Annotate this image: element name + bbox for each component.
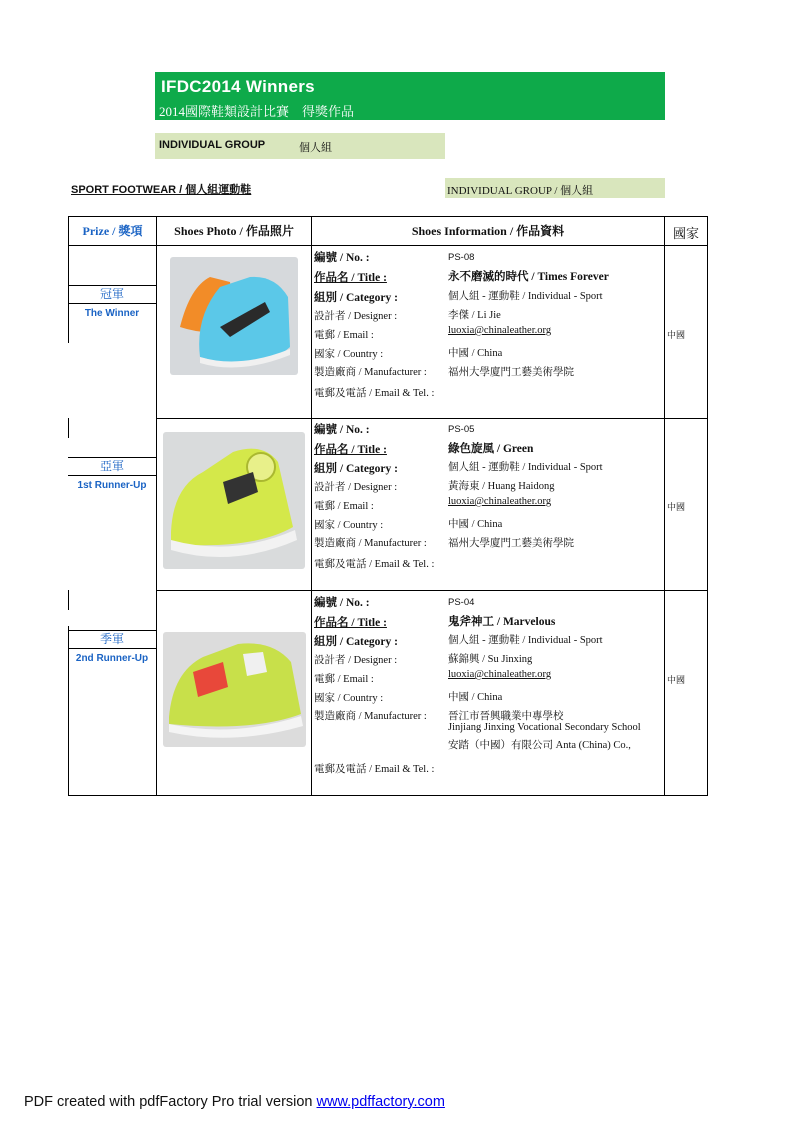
label-designer: 設計者 / Designer : xyxy=(314,655,398,666)
label-title: 作品名 / Title : xyxy=(314,617,387,629)
label-email: 電郵 / Email : xyxy=(314,674,374,685)
label-designer: 設計者 / Designer : xyxy=(314,482,398,493)
shoe-photo xyxy=(163,432,305,569)
footer-text: PDF created with pdfFactory Pro trial version xyxy=(24,1094,317,1110)
prize-en: The Winner xyxy=(84,308,140,319)
entry-title: 綠色旋風 / Green xyxy=(448,443,534,455)
entry-manufacturer: 晉江市晉興職業中專學校 xyxy=(448,711,564,722)
label-category: 組別 / Category : xyxy=(314,636,398,648)
label-category: 組別 / Category : xyxy=(314,292,398,304)
title-banner xyxy=(155,72,665,120)
entry-manufacturer: 福州大學廈門工藝美術學院 xyxy=(448,367,574,378)
label-title: 作品名 / Title : xyxy=(314,444,387,456)
label-email-tel: 電郵及電話 / Email & Tel. : xyxy=(314,764,435,775)
entry-email[interactable]: luoxia@chinaleather.org xyxy=(448,496,552,507)
header-info: Shoes Information / 作品資料 xyxy=(411,224,565,238)
group-label-en: INDIVIDUAL GROUP xyxy=(159,139,266,151)
section-group-label: INDIVIDUAL GROUP / 個人組 xyxy=(447,185,594,197)
entry-designer: 蘇錦興 / Su Jinxing xyxy=(448,654,533,665)
entry-manufacturer-en: Jinjiang Jinxing Vocational Secondary School xyxy=(448,722,641,733)
prize-cn: 亞軍 xyxy=(68,457,156,476)
prize-cn: 冠軍 xyxy=(68,285,156,304)
entry-country: 中國 / China xyxy=(448,519,503,530)
entry-no: PS-04 xyxy=(448,597,475,608)
label-no: 編號 / No. : xyxy=(314,597,370,609)
label-email-tel: 電郵及電話 / Email & Tel. : xyxy=(314,388,435,399)
label-country: 國家 / Country : xyxy=(314,349,384,360)
label-no: 編號 / No. : xyxy=(314,252,370,264)
label-email-tel: 電郵及電話 / Email & Tel. : xyxy=(314,559,435,570)
label-country: 國家 / Country : xyxy=(314,520,384,531)
country-cell: 中國 xyxy=(667,502,686,512)
entry-category: 個人組 - 運動鞋 / Individual - Sport xyxy=(448,635,603,646)
section-group-box xyxy=(445,178,665,198)
footer-link[interactable]: www.pdffactory.com xyxy=(316,1094,445,1110)
group-label-cn: 個人組 xyxy=(299,142,332,154)
header-country: 國家 xyxy=(672,226,699,241)
entry-country: 中國 / China xyxy=(448,692,503,703)
label-category: 組別 / Category : xyxy=(314,463,398,475)
shoe-photo xyxy=(163,632,306,747)
entry-no: PS-05 xyxy=(448,424,475,435)
shoe-photo xyxy=(170,257,298,375)
entry-title: 永不磨滅的時代 / Times Forever xyxy=(448,271,609,283)
label-no: 編號 / No. : xyxy=(314,424,370,436)
label-email: 電郵 / Email : xyxy=(314,330,374,341)
pdf-footer xyxy=(24,1094,445,1110)
label-manufacturer: 製造廠商 / Manufacturer : xyxy=(314,538,427,549)
entry-email[interactable]: luoxia@chinaleather.org xyxy=(448,325,552,336)
header-prize: Prize / 獎項 xyxy=(82,224,143,238)
label-title: 作品名 / Title : xyxy=(314,272,387,284)
banner-subtitle: 2014國際鞋類設計比賽 得獎作品 xyxy=(159,104,355,119)
label-designer: 設計者 / Designer : xyxy=(314,311,398,322)
entry-no: PS-08 xyxy=(448,252,475,263)
entry-country: 中國 / China xyxy=(448,348,503,359)
banner-title: IFDC2014 Winners xyxy=(161,77,315,96)
entry-manufacturer-company: 安踏（中國）有限公司 Anta (China) Co., xyxy=(448,740,631,751)
entry-email[interactable]: luoxia@chinaleather.org xyxy=(448,669,552,680)
prize-en: 2nd Runner-Up xyxy=(75,653,149,664)
label-manufacturer: 製造廠商 / Manufacturer : xyxy=(314,367,427,378)
entry-category: 個人組 - 運動鞋 / Individual - Sport xyxy=(448,291,603,302)
label-country: 國家 / Country : xyxy=(314,693,384,704)
country-cell: 中國 xyxy=(667,675,686,685)
header-photo: Shoes Photo / 作品照片 xyxy=(174,224,294,238)
label-manufacturer: 製造廠商 / Manufacturer : xyxy=(314,711,427,722)
entry-title: 鬼斧神工 / Marvelous xyxy=(448,616,556,628)
group-label-box xyxy=(155,133,445,159)
prize-cn: 季軍 xyxy=(68,630,156,649)
prize-en: 1st Runner-Up xyxy=(77,480,147,491)
entry-designer: 李傑 / Li Jie xyxy=(448,310,501,321)
country-cell: 中國 xyxy=(667,330,686,340)
entry-category: 個人組 - 運動鞋 / Individual - Sport xyxy=(448,462,603,473)
section-title: SPORT FOOTWEAR / 個人組運動鞋 xyxy=(71,184,252,196)
entry-designer: 黃海東 / Huang Haidong xyxy=(448,481,555,492)
label-email: 電郵 / Email : xyxy=(314,501,374,512)
entry-manufacturer: 福州大學廈門工藝美術學院 xyxy=(448,538,574,549)
